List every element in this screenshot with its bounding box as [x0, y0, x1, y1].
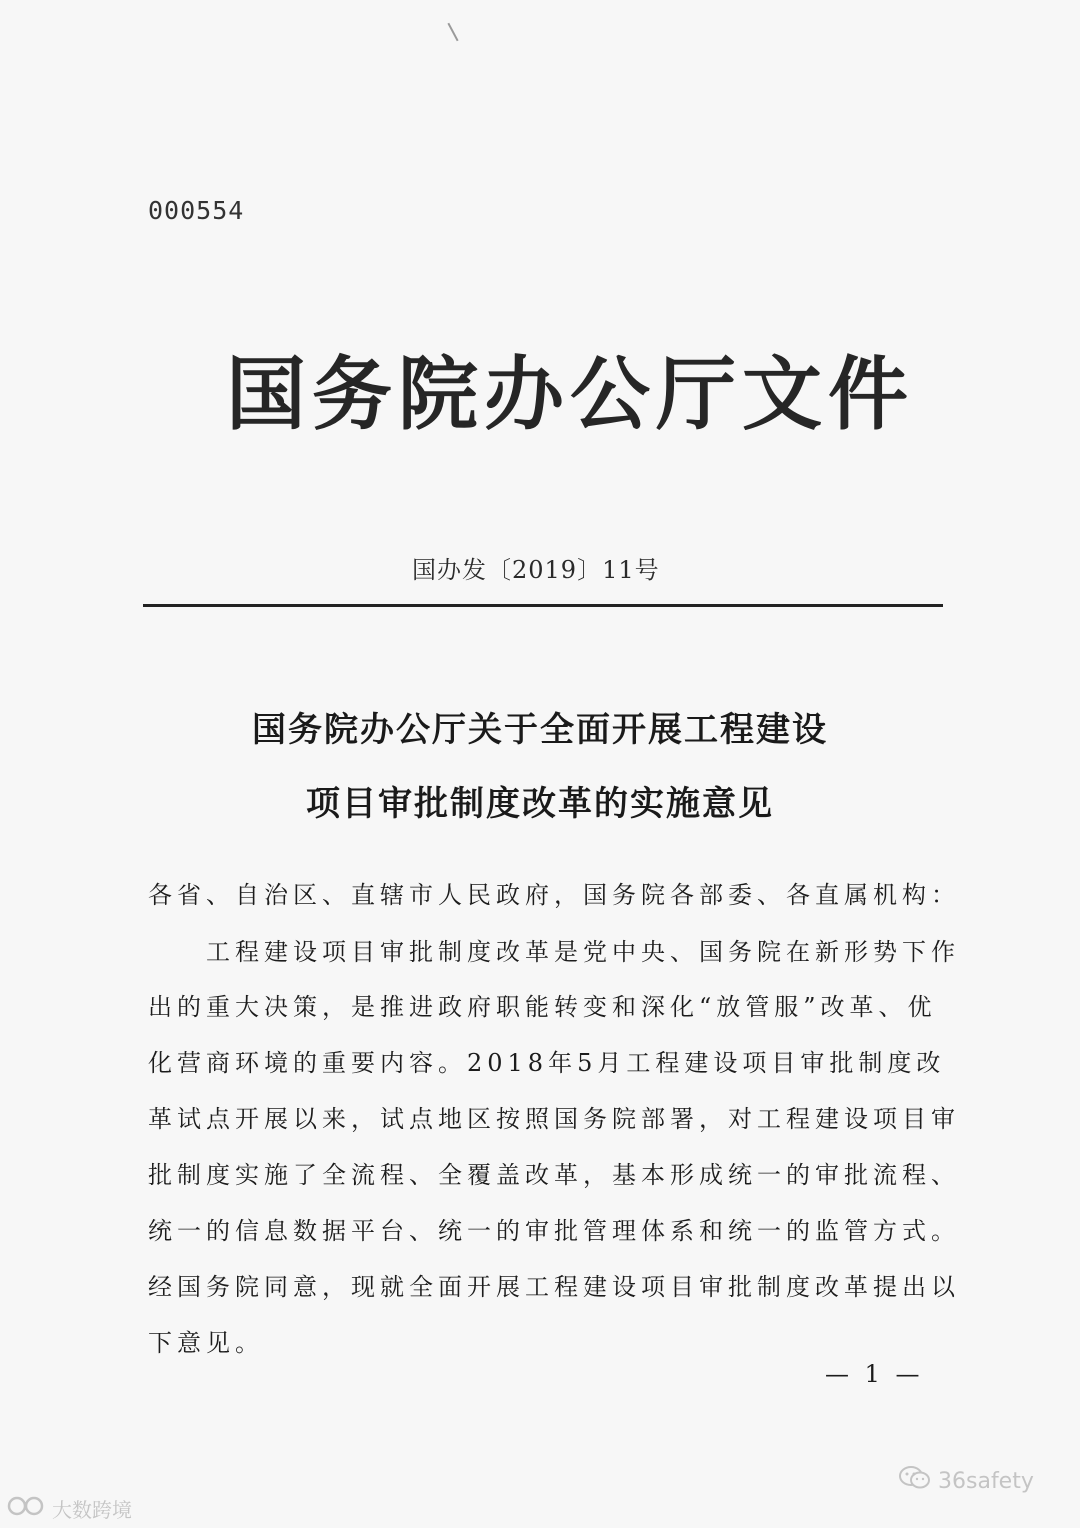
watermark-right-text: 36safety: [938, 1468, 1034, 1494]
masthead-title: 国务院办公厅文件: [226, 348, 914, 441]
body-line: 批制度实施了全流程、全覆盖改革，基本形成统一的审批流程、: [148, 1161, 960, 1189]
serial-number: 000554: [148, 196, 245, 225]
body-line: 经国务院同意，现就全面开展工程建设项目审批制度改革提出以: [148, 1273, 960, 1301]
masthead-divider: [143, 604, 943, 607]
body-line: 出的重大决策，是推进政府职能转变和深化“放管服”改革、优: [148, 993, 937, 1021]
body-line: 下意见。: [148, 1329, 264, 1357]
document-title-line-1: 国务院办公厅关于全面开展工程建设: [252, 710, 828, 750]
page-number: — 1 —: [825, 1360, 924, 1388]
watermark-right: [898, 1464, 1034, 1498]
body-line: 工程建设项目审批制度改革是党中央、国务院在新形势下作: [148, 938, 960, 966]
body-line: 化营商环境的重要内容。2018年5月工程建设项目审批制度改: [148, 1049, 946, 1077]
watermark-left-text: 大数跨境: [52, 1498, 132, 1522]
body-line: 革试点开展以来，试点地区按照国务院部署，对工程建设项目审: [148, 1105, 960, 1133]
watermark-left: [6, 1494, 132, 1523]
wechat-icon: [898, 1464, 932, 1498]
body-line: 统一的信息数据平台、统一的审批管理体系和统一的监管方式。: [148, 1217, 960, 1245]
scan-mark: [447, 23, 458, 42]
salutation: 各省、自治区、直辖市人民政府，国务院各部委、各直属机构：: [148, 881, 960, 909]
document-title-line-2: 项目审批制度改革的实施意见: [306, 784, 774, 824]
document-number: 国办发〔2019〕11号: [412, 556, 660, 584]
watermark-logo-icon: [6, 1495, 46, 1522]
